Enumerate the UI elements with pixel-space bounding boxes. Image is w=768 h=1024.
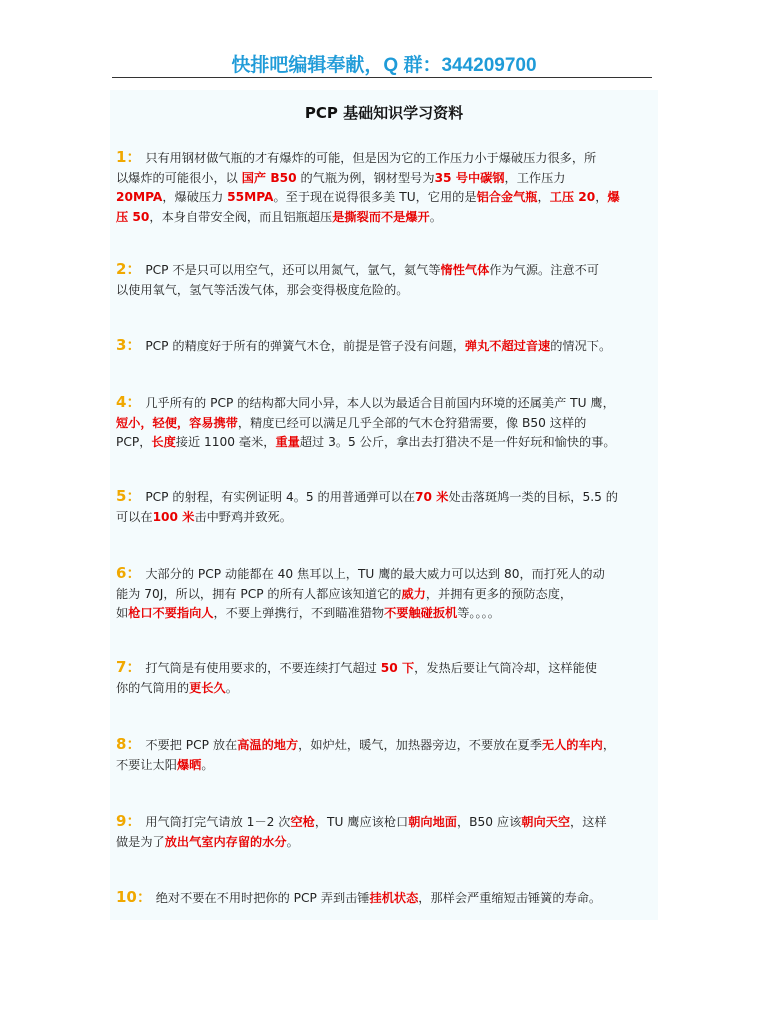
body-text: 如 xyxy=(116,606,129,620)
body-text: 。 xyxy=(225,680,238,695)
highlight-text: 更长久 xyxy=(189,680,226,695)
body-text: 绝对不要在不用时把你的 PCP 弄到击锤 xyxy=(155,891,370,905)
item-line xyxy=(116,756,654,776)
highlight-text: 朝向天空 xyxy=(521,815,571,829)
body-text: ，这样 xyxy=(570,815,607,829)
body-text: 超过 3。5 公斤，拿出去打猎决不是一件好玩和愉快的事。 xyxy=(299,435,616,449)
body-text: 可以在 xyxy=(116,509,153,524)
highlight-text: 是撕裂而不是爆开 xyxy=(332,209,430,224)
highlight-text: 20MPA xyxy=(116,190,163,204)
item-number: 1： xyxy=(116,148,142,166)
highlight-text: 铝合金气瓶 xyxy=(476,190,538,204)
highlight-text: 压 50 xyxy=(116,209,150,224)
body-text: 接近 1100 毫米， xyxy=(175,435,276,449)
body-text: 的气瓶为例，钢材型号为 xyxy=(296,170,435,185)
body-text: 。 xyxy=(286,834,299,849)
page-header-banner: 快排吧编辑奉献，Q 群：344209700 xyxy=(231,55,537,76)
body-text: 等。。。。 xyxy=(457,606,500,620)
body-text: 用气筒打完气请放 1－2 次 xyxy=(145,815,291,829)
item-number: 4： xyxy=(116,393,142,411)
list-item xyxy=(116,564,654,624)
item-number: 3： xyxy=(116,336,142,354)
highlight-text: 枪口不要指向人 xyxy=(128,606,214,620)
list-item xyxy=(116,658,654,698)
body-text: PCP， xyxy=(116,435,152,449)
body-text: 以使用氧气，氢气等活泼气体，那会变得极度危险的。 xyxy=(116,282,409,297)
body-text: 不要把 PCP 放在 xyxy=(145,738,238,752)
highlight-text: 空枪 xyxy=(290,815,315,829)
item-line xyxy=(116,679,654,699)
item-number: 5： xyxy=(116,487,142,505)
highlight-text: 短小，轻便，容易携带 xyxy=(116,415,238,430)
item-number: 7： xyxy=(116,658,142,676)
item-line xyxy=(116,169,654,189)
item-line xyxy=(116,336,654,357)
highlight-text: 35 号中碳钢 xyxy=(434,170,505,185)
item-line xyxy=(116,564,654,585)
body-text: 做是为了 xyxy=(116,834,165,849)
item-line xyxy=(116,604,654,624)
item-line xyxy=(116,833,654,853)
highlight-text: 长度 xyxy=(151,435,176,449)
body-text: 。至于现在说得很多美 TU，它用的是 xyxy=(273,190,477,204)
body-text: ，本身自带安全阀，而且铝瓶超压 xyxy=(149,209,333,224)
list-item xyxy=(116,888,654,909)
highlight-text: 无人的车内 xyxy=(541,738,603,752)
item-number: 8： xyxy=(116,735,142,753)
highlight-text: 重量 xyxy=(275,435,300,449)
item-line xyxy=(116,585,654,605)
body-text: 击中野鸡并致死。 xyxy=(194,509,292,524)
body-text: 。 xyxy=(201,757,214,772)
body-text: ， xyxy=(537,190,550,204)
body-text: 作为气源。注意不可 xyxy=(489,263,599,277)
body-text: ，并拥有更多的预防态度， xyxy=(425,586,573,601)
body-text: 的情况下。 xyxy=(550,339,612,353)
list-item xyxy=(116,812,654,852)
body-text: ，如炉灶，暖气，加热器旁边，不要放在夏季 xyxy=(298,738,542,752)
header-divider xyxy=(112,77,652,78)
body-text: 。 xyxy=(429,209,442,224)
highlight-text: 弹丸不超过音速 xyxy=(464,339,551,353)
body-text: ，B50 应该 xyxy=(456,815,522,829)
item-line xyxy=(116,658,654,679)
item-number: 6： xyxy=(116,564,142,582)
item-line xyxy=(116,487,654,508)
list-item xyxy=(116,735,654,775)
body-text: PCP 不是只可以用空气，还可以用氮气，氩气，氦气等 xyxy=(145,263,441,277)
body-text: ，那样会严重缩短击锤簧的寿命。 xyxy=(418,891,602,905)
highlight-text: 惰性气体 xyxy=(440,263,490,277)
body-text: ， xyxy=(595,190,608,204)
body-text: ，TU 鹰应该枪口 xyxy=(314,815,409,829)
body-text: ，不要上弹携行，不到瞄准猎物 xyxy=(213,606,385,620)
highlight-text: 不要触碰扳机 xyxy=(384,606,458,620)
highlight-text: 55MPA xyxy=(227,190,274,204)
body-text: 打气筒是有使用要求的，不要连续打气超过 xyxy=(145,661,381,675)
item-line xyxy=(116,414,654,434)
body-text: ，工作压力 xyxy=(504,170,566,185)
body-text: 不要让太阳 xyxy=(116,757,177,772)
item-line xyxy=(116,208,654,228)
highlight-text: 威力 xyxy=(401,586,426,601)
highlight-text: 爆 xyxy=(607,190,620,204)
body-text: ， xyxy=(602,738,616,752)
body-text: PCP 的射程，有实例证明 4。5 的用普通弹可以在 xyxy=(145,490,416,504)
item-line xyxy=(116,188,654,208)
item-number: 2： xyxy=(116,260,142,278)
item-number: 9： xyxy=(116,812,142,830)
highlight-text: 朝向地面 xyxy=(408,815,457,829)
list-item xyxy=(116,336,654,357)
document-body xyxy=(110,90,658,920)
document-title: PCP 基础知识学习资料 xyxy=(304,104,464,122)
body-text: PCP 的精度好于所有的弹簧气木仓，前提是管子没有问题， xyxy=(145,339,465,353)
body-text: 以爆炸的可能很小，以 xyxy=(116,170,242,185)
item-line xyxy=(116,393,654,414)
item-line xyxy=(116,735,654,756)
highlight-text: 100 米 xyxy=(152,509,195,524)
highlight-text: 挂机状态 xyxy=(369,891,419,905)
body-text: 能为 70J，所以，拥有 PCP 的所有人都应该知道它的 xyxy=(116,586,402,601)
body-text: 只有用钢材做气瓶的才有爆炸的可能，但是因为它的工作压力小于爆破压力很多，所 xyxy=(145,151,597,165)
highlight-text: 70 米 xyxy=(415,490,449,504)
item-line xyxy=(116,433,654,453)
body-text: ，精度已经可以满足几乎全部的气木仓狩猎需要，像 B50 这样的 xyxy=(237,415,587,430)
item-line xyxy=(116,260,654,281)
item-line xyxy=(116,508,654,528)
item-line xyxy=(116,812,654,833)
body-text: ，爆破压力 xyxy=(162,190,228,204)
highlight-text: 爆晒 xyxy=(176,757,202,772)
item-line xyxy=(116,281,654,301)
list-item xyxy=(116,260,654,300)
highlight-text: 高温的地方 xyxy=(237,738,299,752)
item-number: 10： xyxy=(116,888,152,906)
body-text: 大部分的 PCP 动能都在 40 焦耳以上，TU 鹰的最大威力可以达到 80，而打死人的动 xyxy=(145,567,605,581)
highlight-text: 放出气室内存留的水分 xyxy=(164,834,287,849)
list-item xyxy=(116,148,654,227)
body-text: 你的气筒用的 xyxy=(116,680,190,695)
list-item xyxy=(116,393,654,453)
highlight-text: 国产 B50 xyxy=(241,170,297,185)
body-text: 处击落斑鸠一类的目标，5.5 的 xyxy=(448,490,618,504)
body-text: ，发热后要让气筒冷却，这样能使 xyxy=(414,661,597,675)
item-line xyxy=(116,888,654,909)
highlight-text: 工压 20 xyxy=(549,190,596,204)
item-line xyxy=(116,148,654,169)
list-item xyxy=(116,487,654,527)
body-text: 几乎所有的 PCP 的结构都大同小异，本人以为最适合目前国内环境的还属美产 TU 鹰， xyxy=(145,396,615,410)
highlight-text: 50 下 xyxy=(380,661,415,675)
